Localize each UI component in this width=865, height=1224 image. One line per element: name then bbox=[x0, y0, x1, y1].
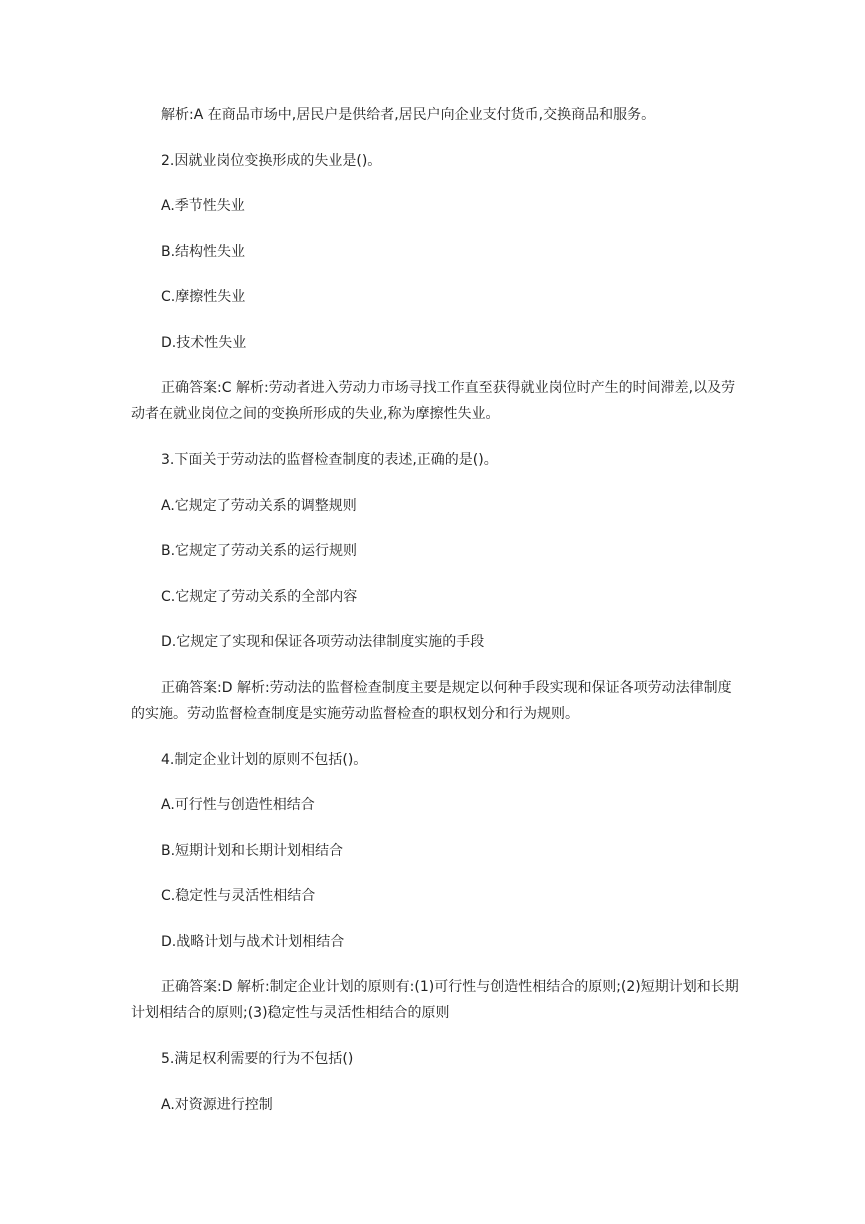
answer-2: 正确答案:C 解析:劳动者进入劳动力市场寻找工作直至获得就业岗位时产生的时间滞差,以及劳动者在就业岗位之间的变换所形成的失业,称为摩擦性失业。 bbox=[131, 380, 736, 422]
question-5: 5.满足权利需要的行为不包括() bbox=[161, 1051, 354, 1067]
option-b: B.短期计划和长期计划相结合 bbox=[161, 842, 344, 859]
option-c: C.摩擦性失业 bbox=[161, 289, 246, 305]
option-c: C.稳定性与灵活性相结合 bbox=[161, 888, 316, 904]
option-a: A.对资源进行控制 bbox=[161, 1096, 273, 1113]
question-4: 4.制定企业计划的原则不包括()。 bbox=[161, 751, 368, 768]
option-a: A.它规定了劳动关系的调整规则 bbox=[161, 497, 357, 514]
analysis-paragraph: 解析:A 在商品市场中,居民户是供给者,居民户向企业支付货币,交换商品和服务。 bbox=[161, 107, 656, 123]
option-a: A.可行性与创造性相结合 bbox=[161, 797, 315, 813]
option-b: B.结构性失业 bbox=[161, 243, 246, 260]
option-d: D.它规定了实现和保证各项劳动法律制度实施的手段 bbox=[161, 634, 485, 650]
option-d: D.战略计划与战术计划相结合 bbox=[161, 933, 345, 950]
option-a: A.季节性失业 bbox=[161, 198, 245, 214]
answer-4: 正确答案:D 解析:制定企业计划的原则有:(1)可行性与创造性相结合的原则;(2)短期计划和长期计划相结合的原则;(3)稳定性与灵活性相结合的原则 bbox=[131, 979, 739, 1021]
option-c: C.它规定了劳动关系的全部内容 bbox=[161, 588, 358, 605]
option-d: D.技术性失业 bbox=[161, 334, 247, 351]
document-body bbox=[131, 102, 741, 1137]
question-3: 3.下面关于劳动法的监督检查制度的表述,正确的是()。 bbox=[161, 452, 498, 468]
question-2: 2.因就业岗位变换形成的失业是()。 bbox=[161, 152, 382, 169]
option-b: B.它规定了劳动关系的运行规则 bbox=[161, 543, 358, 559]
answer-3: 正确答案:D 解析:劳动法的监督检查制度主要是规定以何种手段实现和保证各项劳动法律制度的实施。劳动监督检查制度是实施劳动监督检查的职权划分和行为规则。 bbox=[131, 679, 732, 722]
